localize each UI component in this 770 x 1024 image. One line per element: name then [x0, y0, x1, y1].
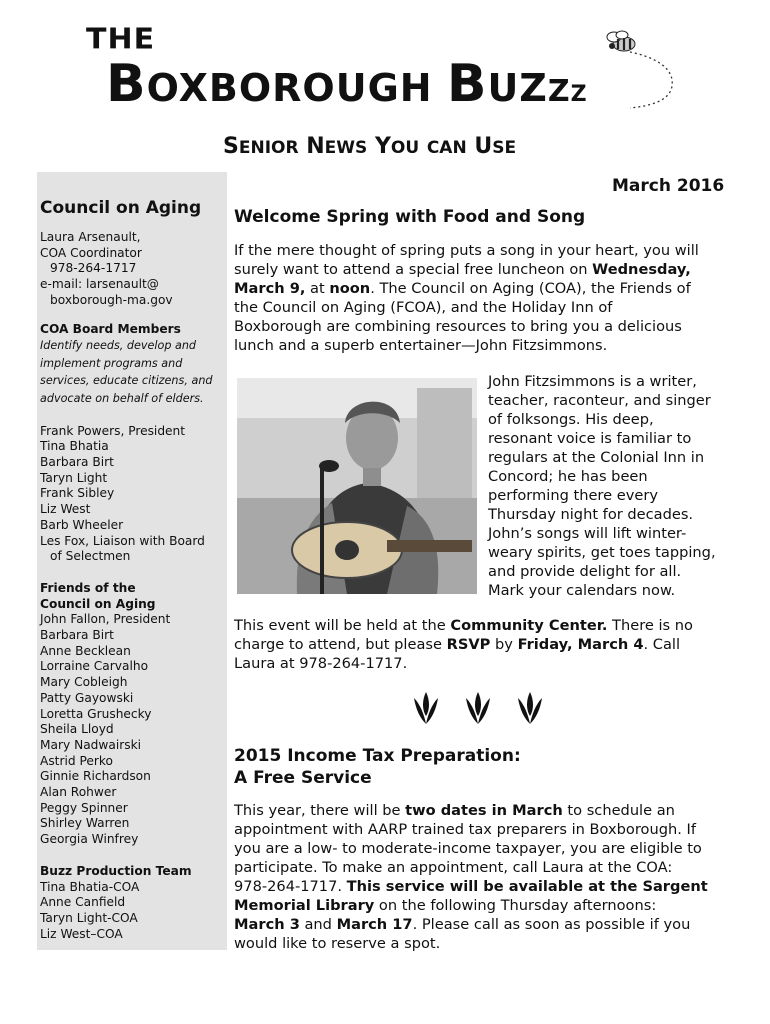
- masthead-title-z3: Z: [570, 82, 588, 107]
- text-bold: two dates in March: [405, 802, 563, 819]
- sub-y: Y: [374, 134, 391, 159]
- bio-line: John’s songs will lift winter-: [488, 525, 687, 542]
- production-heading: Buzz Production Team: [40, 863, 192, 878]
- text-line: [234, 616, 693, 635]
- article2-title-line2: A Free Service: [234, 768, 372, 788]
- sub-se: SE: [492, 138, 517, 158]
- bio-line: Thursday night for decades.: [488, 506, 694, 523]
- tulip-icon: [518, 692, 542, 724]
- board-member: Frank Powers, President: [40, 423, 186, 438]
- text-bold: Friday, March 4: [517, 636, 644, 653]
- text-bold: This service will be available at the Sargent: [346, 878, 708, 895]
- friends-member: Loretta Grushecky: [40, 706, 152, 721]
- text-bold: RSVP: [446, 636, 491, 653]
- text-run: surely want to attend a special free luncheon on: [234, 261, 593, 278]
- text-line: participate. To make an appointment, call Laura at the COA:: [234, 859, 673, 876]
- sidebar: [37, 172, 227, 950]
- board-member: Barbara Birt: [40, 455, 114, 469]
- tulip-icon: [466, 692, 490, 724]
- text-line: Boxborough are combining resources to bring you a delicious: [234, 318, 682, 335]
- friends-member: Alan Rohwer: [40, 785, 117, 800]
- sub-enior: ENIOR: [238, 138, 299, 158]
- text-bold: noon: [329, 280, 371, 297]
- bio-line: teacher, raconteur, and singer: [488, 392, 711, 409]
- masthead-title-uzz: UZ: [487, 66, 548, 110]
- text-line: the Council on Aging (FCOA), and the Holiday Inn of: [234, 299, 613, 316]
- text-bold: Community Center.: [450, 617, 608, 634]
- friends-member: Patty Gayowski: [40, 690, 134, 705]
- sidebar-heading: Council on Aging: [40, 198, 202, 218]
- production-member: Taryn Light-COA: [40, 910, 138, 925]
- masthead-title-z2: Z: [547, 74, 571, 109]
- friends-heading: Council on Aging: [40, 596, 156, 611]
- friends-member: Sheila Lloyd: [40, 722, 114, 737]
- article1-paragraph1: [234, 241, 699, 355]
- text-run: and: [299, 916, 337, 933]
- text-run: . Please call as soon as possible if you: [412, 916, 691, 933]
- production-member: Anne Canfield: [40, 895, 126, 910]
- text-line: you are a low- to moderate-income taxpayer, you are eligible to: [234, 840, 702, 857]
- contact-email: e-mail: larsenault@: [40, 277, 159, 292]
- friends-member: Shirley Warren: [40, 816, 130, 831]
- text-line: [234, 279, 699, 298]
- text-line: If the mere thought of spring puts a song in your heart, you will: [234, 242, 699, 259]
- masthead-the: THE: [86, 22, 156, 57]
- singer-bio: [488, 372, 716, 600]
- text-run: on the following Thursday afternoons:: [374, 897, 657, 914]
- article1-title: Welcome Spring with Food and Song: [234, 207, 586, 227]
- text-bold: Memorial Library: [234, 897, 375, 914]
- text-bold: Wednesday,: [592, 261, 691, 278]
- board-member: Taryn Light: [40, 470, 108, 485]
- text-line: lunch and a superb entertainer—John Fitzsimmons.: [234, 337, 608, 354]
- friends-member: Ginnie Richardson: [40, 769, 151, 784]
- sub-n: N: [306, 134, 325, 159]
- bee-icon: [600, 26, 680, 116]
- text-line: [234, 801, 708, 820]
- bio-line: weary spirits, get toes tapping,: [488, 544, 716, 561]
- text-line: [234, 877, 708, 896]
- friends-heading: Friends of the: [40, 580, 136, 595]
- board-member: Les Fox, Liaison with Board: [40, 533, 205, 548]
- article2-paragraph: [234, 801, 708, 953]
- friends-member: Lorraine Carvalho: [40, 659, 149, 674]
- text-run: This year, there will be: [234, 802, 406, 819]
- friends-member: Barbara Birt: [40, 628, 114, 643]
- friends-member: Astrid Perko: [40, 753, 113, 768]
- text-line: [234, 635, 693, 654]
- friends-member: Peggy Spinner: [40, 800, 128, 815]
- text-line: [234, 915, 708, 934]
- board-heading: COA Board Members: [40, 321, 181, 336]
- contact-line: COA Coordinator: [40, 245, 142, 260]
- text-line: Laura at 978-264-1717.: [234, 655, 408, 672]
- board-member: of Selectmen: [50, 549, 131, 564]
- friends-member: Mary Cobleigh: [40, 675, 128, 690]
- friends-member: John Fallon, President: [40, 612, 171, 627]
- board-mission: services, educate citizens, and: [40, 374, 213, 388]
- masthead-subtitle: [223, 134, 516, 159]
- singer-photo-illustration: [237, 378, 477, 594]
- tulip-icon: [414, 692, 438, 724]
- contact-phone: 978-264-1717: [50, 261, 137, 276]
- board-member: Tina Bhatia: [40, 439, 109, 454]
- text-bold: March 3: [234, 916, 300, 933]
- singer-photo: [237, 378, 477, 594]
- contact-email-domain: boxborough-ma.gov: [50, 292, 173, 307]
- production-member: Liz West–COA: [40, 926, 123, 941]
- bio-line: performing there every: [488, 487, 658, 504]
- masthead-title: [106, 54, 588, 114]
- production-member: Tina Bhatia-COA: [40, 879, 140, 894]
- article1-paragraph2: [234, 616, 693, 673]
- bio-line: and provide delight for all.: [488, 563, 682, 580]
- sub-ou: OU: [390, 138, 420, 158]
- bio-line: John Fitzsimmons is a writer,: [488, 373, 697, 390]
- bio-line: Mark your calendars now.: [488, 582, 676, 599]
- text-line: would like to reserve a spot.: [234, 935, 441, 952]
- bio-line: resonant voice is familiar to: [488, 430, 692, 447]
- text-run: 978-264-1717.: [234, 878, 347, 895]
- friends-member: Anne Becklean: [40, 643, 131, 658]
- contact-line: Laura Arsenault,: [40, 230, 141, 244]
- text-run: This event will be held at the: [234, 617, 451, 634]
- board-mission: Identify needs, develop and: [40, 339, 197, 353]
- text-run: . Call: [643, 636, 681, 653]
- article2-title-line1: 2015 Income Tax Preparation:: [234, 746, 521, 766]
- board-mission: advocate on behalf of elders.: [40, 392, 204, 405]
- bio-line: of folksongs. His deep,: [488, 411, 654, 428]
- text-line: [234, 260, 699, 279]
- sub-ews: EWS: [324, 138, 368, 158]
- text-run: There is no: [607, 617, 693, 634]
- text-run: at: [305, 280, 330, 297]
- sub-u: U: [474, 134, 493, 159]
- board-member: Liz West: [40, 502, 91, 517]
- text-run: by: [490, 636, 518, 653]
- text-bold: March 17: [336, 916, 413, 933]
- text-run: to schedule an: [562, 802, 675, 819]
- text-run: . The Council on Aging (COA), the Friends of: [370, 280, 691, 297]
- text-line: [234, 896, 708, 915]
- friends-member: Mary Nadwairski: [40, 737, 142, 752]
- issue-date: March 2016: [612, 176, 725, 196]
- text-bold: March 9,: [234, 280, 306, 297]
- friends-member: Georgia Winfrey: [40, 832, 139, 847]
- board-member: Barb Wheeler: [40, 517, 124, 532]
- sub-can: CAN: [426, 138, 467, 158]
- masthead-title-b2: B: [446, 54, 488, 114]
- board-member: Frank Sibley: [40, 486, 115, 501]
- board-mission: implement programs and: [40, 356, 183, 370]
- sub-s: S: [223, 134, 239, 159]
- bio-line: Concord; he has been: [488, 468, 648, 485]
- tulip-divider: [408, 690, 553, 726]
- text-run: charge to attend, but please: [234, 636, 447, 653]
- masthead-title-b: B: [106, 54, 147, 114]
- bio-line: regulars at the Colonial Inn in: [488, 449, 705, 466]
- masthead-title-oxborough: OXBOROUGH: [146, 66, 433, 110]
- text-line: appointment with AARP trained tax preparers in Boxborough. If: [234, 821, 696, 838]
